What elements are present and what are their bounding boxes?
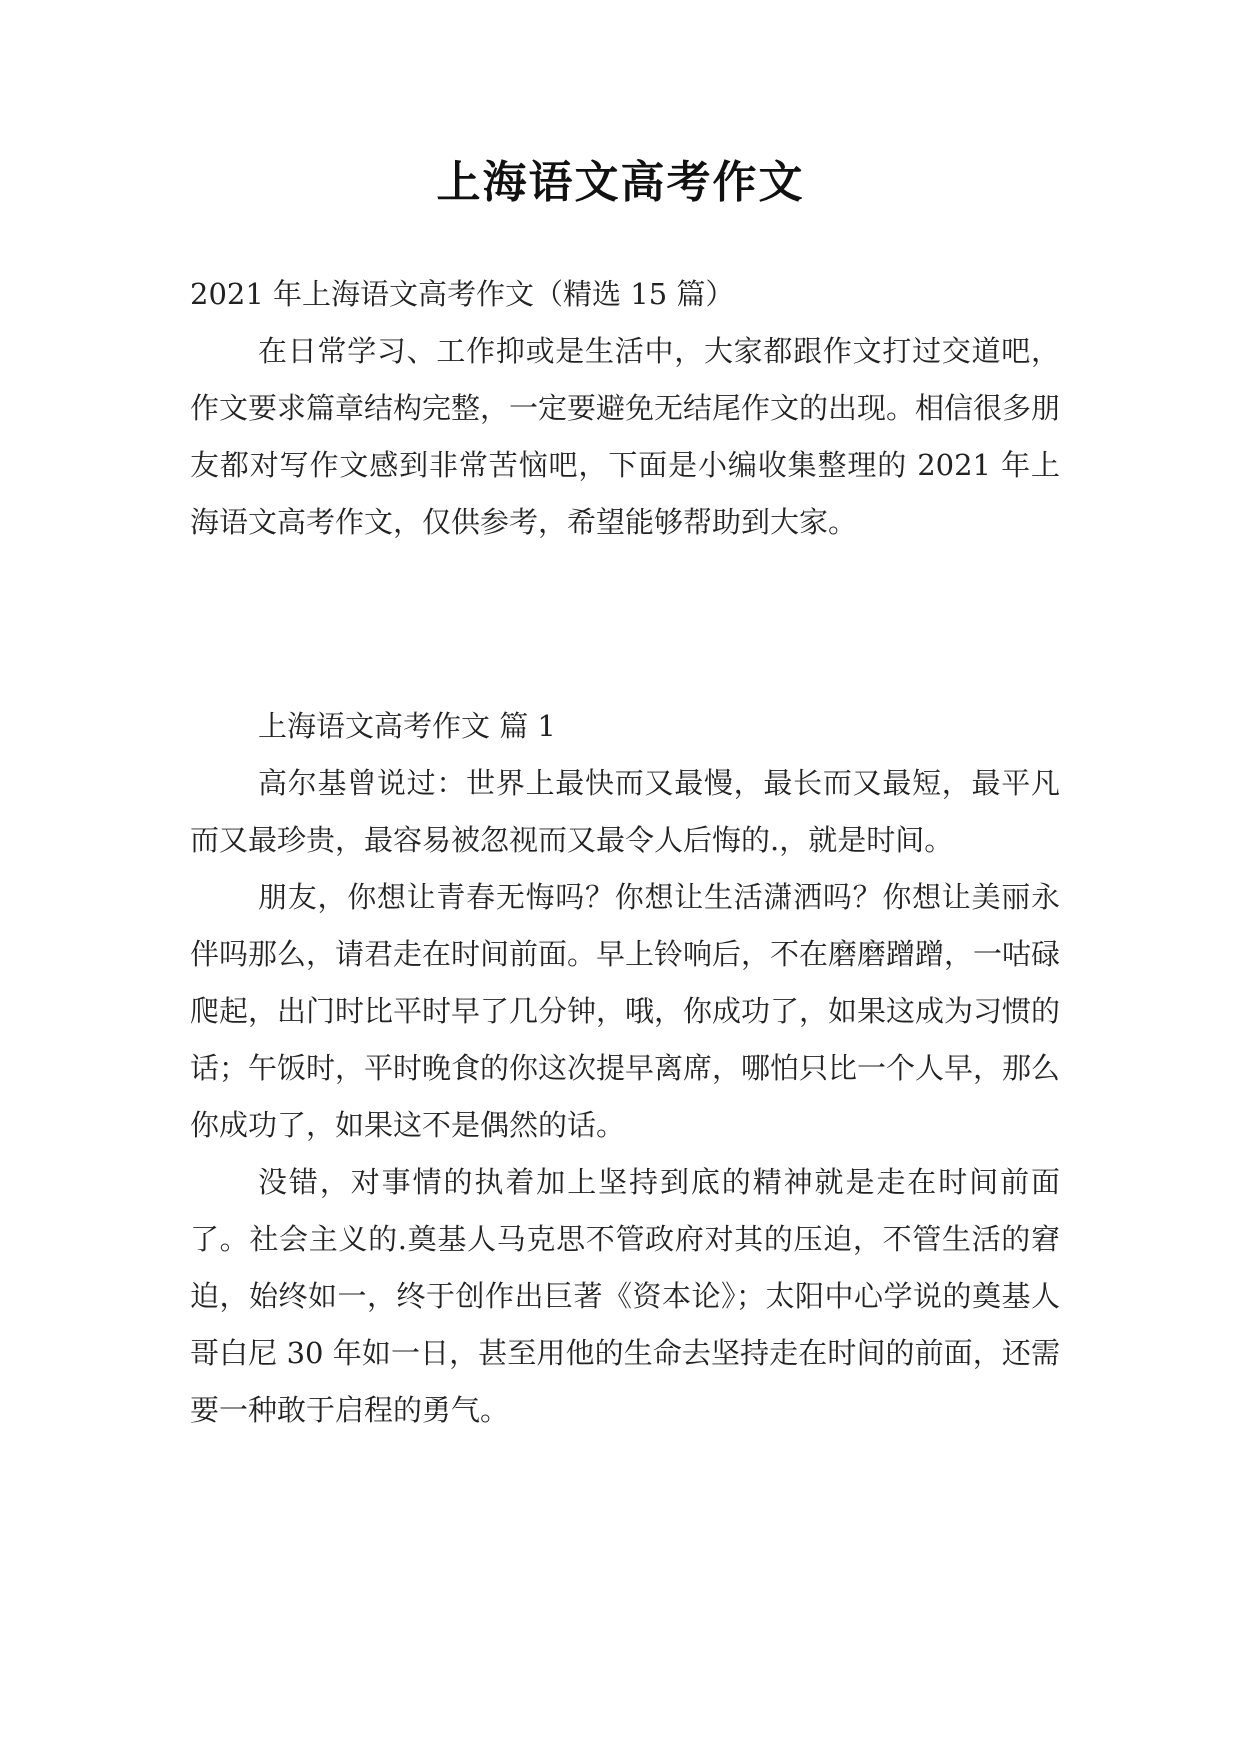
essay-paragraph-2: 朋友，你想让青春无悔吗？你想让生活潇洒吗？你想让美丽永伴吗那么，请君走在时间前面。早上铃响后，不在磨磨蹭蹭，一咕碌爬起，出门时比平时早了几分钟，哦，你成功了，如果这成为习惯的话；午饭时，平时晚食的你这次提早离席，哪怕只比一个人早，那么你成功了，如果这不是偶然的话。 [190, 880, 1061, 1142]
document-subtitle: 2021 年上海语文高考作文（精选 15 篇） [190, 277, 735, 311]
essay-paragraph-3: 没错，对事情的执着加上坚持到底的精神就是走在时间前面了。社会主义的.奠基人马克思不管政府对其的压迫，不管生活的窘迫，始终如一，终于创作出巨著《资本论》；太阳中心学说的奠基人哥白尼 30 年如一日，甚至用他的生命去坚持走在时间的前面，还需要一种敢于启程的勇气。 [190, 1165, 1060, 1427]
intro-section [190, 323, 1060, 551]
essay-body [190, 755, 1060, 1439]
document-title: 上海语文高考作文 [436, 157, 805, 208]
intro-paragraph: 在日常学习、工作抑或是生活中，大家都跟作文打过交道吧，作文要求篇章结构完整，一定要避免无结尾作文的出现。相信很多朋友都对写作文感到非常苦恼吧，下面是小编收集整理的 2021 年上海语文高考作文，仅供参考，希望能够帮助到大家。 [190, 334, 1061, 539]
essay-paragraph-1: 高尔基曾说过：世界上最快而又最慢，最长而又最短，最平凡而又最珍贵，最容易被忽视而又最令人后悔的.，就是时间。 [190, 766, 1060, 857]
section-heading: 上海语文高考作文 篇 1 [258, 709, 556, 743]
